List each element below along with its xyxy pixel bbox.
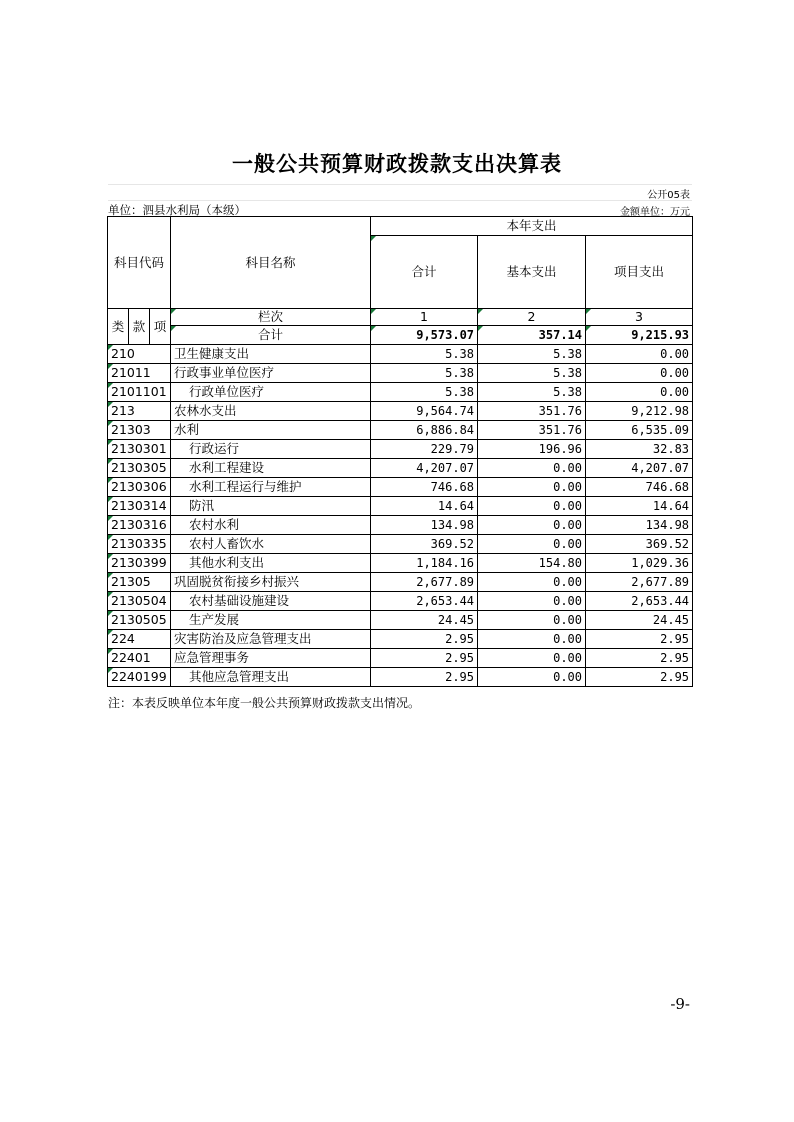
row-basic: 0.00 <box>478 592 586 611</box>
table-row <box>108 459 693 478</box>
row-name: 灾害防治及应急管理支出 <box>171 630 371 649</box>
col-number-3: 3 <box>586 309 693 326</box>
grid-line <box>108 184 692 185</box>
header-lanci: 栏次 <box>171 309 371 326</box>
row-basic: 0.00 <box>478 459 586 478</box>
row-name: 农村人畜饮水 <box>171 535 371 554</box>
row-project: 0.00 <box>586 364 693 383</box>
form-number: 公开05表 <box>647 190 690 201</box>
row-project: 0.00 <box>586 383 693 402</box>
row-total: 6,886.84 <box>371 421 478 440</box>
row-name: 农村基础设施建设 <box>171 592 371 611</box>
row-name: 行政单位医疗 <box>171 383 371 402</box>
row-code: 21011 <box>108 364 171 383</box>
row-basic: 5.38 <box>478 364 586 383</box>
row-code: 21303 <box>108 421 171 440</box>
unit-name: 单位：泗县水利局（本级） <box>108 203 246 217</box>
row-total: 5.38 <box>371 383 478 402</box>
row-name: 行政事业单位医疗 <box>171 364 371 383</box>
header-current-year: 本年支出 <box>371 217 693 236</box>
table-row <box>108 573 693 592</box>
row-total: 134.98 <box>371 516 478 535</box>
amount-unit: 金额单位：万元 <box>620 207 690 218</box>
header-basic: 基本支出 <box>478 236 586 309</box>
row-total: 5.38 <box>371 364 478 383</box>
expenditure-table <box>107 216 693 687</box>
row-code: 2130335 <box>108 535 171 554</box>
row-name: 行政运行 <box>171 440 371 459</box>
row-project: 2.95 <box>586 649 693 668</box>
table-row <box>108 592 693 611</box>
table-row <box>108 649 693 668</box>
table-row <box>108 402 693 421</box>
row-basic: 196.96 <box>478 440 586 459</box>
row-name: 生产发展 <box>171 611 371 630</box>
row-code: 2240199 <box>108 668 171 687</box>
row-basic: 0.00 <box>478 611 586 630</box>
row-total: 2.95 <box>371 668 478 687</box>
data-rows <box>108 345 693 687</box>
row-code: 2130399 <box>108 554 171 573</box>
table-row <box>108 440 693 459</box>
row-total: 229.79 <box>371 440 478 459</box>
header-project: 项目支出 <box>586 236 693 309</box>
row-basic: 0.00 <box>478 516 586 535</box>
row-code: 2130306 <box>108 478 171 497</box>
row-name: 防汛 <box>171 497 371 516</box>
row-basic: 154.80 <box>478 554 586 573</box>
row-basic: 351.76 <box>478 402 586 421</box>
table-row <box>108 535 693 554</box>
header-name: 科目名称 <box>171 217 371 309</box>
row-code: 2101101 <box>108 383 171 402</box>
row-project: 2.95 <box>586 668 693 687</box>
table-row <box>108 554 693 573</box>
row-name: 应急管理事务 <box>171 649 371 668</box>
row-basic: 0.00 <box>478 497 586 516</box>
table-row <box>108 345 693 364</box>
row-code: 2130505 <box>108 611 171 630</box>
table-note: 注：本表反映单位本年度一般公共预算财政拨款支出情况。 <box>108 696 421 710</box>
row-project: 6,535.09 <box>586 421 693 440</box>
row-code: 21305 <box>108 573 171 592</box>
row-basic: 0.00 <box>478 649 586 668</box>
row-code: 210 <box>108 345 171 364</box>
header-lei: 类 <box>108 309 129 345</box>
row-basic: 0.00 <box>478 573 586 592</box>
row-total: 2.95 <box>371 630 478 649</box>
row-project: 4,207.07 <box>586 459 693 478</box>
table-row <box>108 383 693 402</box>
row-total: 14.64 <box>371 497 478 516</box>
row-project: 1,029.36 <box>586 554 693 573</box>
header-total: 合计 <box>371 236 478 309</box>
table-row <box>108 497 693 516</box>
row-name: 其他应急管理支出 <box>171 668 371 687</box>
row-name: 其他水利支出 <box>171 554 371 573</box>
col-number-2: 2 <box>478 309 586 326</box>
row-code: 2130314 <box>108 497 171 516</box>
row-name: 水利 <box>171 421 371 440</box>
header-xiang: 项 <box>150 309 171 345</box>
total-row-basic: 357.14 <box>478 326 586 345</box>
row-project: 0.00 <box>586 345 693 364</box>
row-project: 746.68 <box>586 478 693 497</box>
row-basic: 351.76 <box>478 421 586 440</box>
row-project: 369.52 <box>586 535 693 554</box>
row-total: 2,653.44 <box>371 592 478 611</box>
header-code: 科目代码 <box>108 217 171 309</box>
page-number: -9- <box>670 995 690 1013</box>
row-project: 32.83 <box>586 440 693 459</box>
row-total: 9,564.74 <box>371 402 478 421</box>
row-name: 水利工程运行与维护 <box>171 478 371 497</box>
row-code: 2130301 <box>108 440 171 459</box>
row-basic: 0.00 <box>478 478 586 497</box>
row-total: 2,677.89 <box>371 573 478 592</box>
row-basic: 0.00 <box>478 535 586 554</box>
table-row <box>108 364 693 383</box>
row-total: 2.95 <box>371 649 478 668</box>
table-row <box>108 516 693 535</box>
row-total: 4,207.07 <box>371 459 478 478</box>
row-code: 2130305 <box>108 459 171 478</box>
row-name: 巩固脱贫衔接乡村振兴 <box>171 573 371 592</box>
row-name: 水利工程建设 <box>171 459 371 478</box>
row-project: 9,212.98 <box>586 402 693 421</box>
total-row-label: 合计 <box>171 326 371 345</box>
row-code: 2130504 <box>108 592 171 611</box>
row-basic: 0.00 <box>478 668 586 687</box>
row-code: 213 <box>108 402 171 421</box>
total-row-project: 9,215.93 <box>586 326 693 345</box>
row-project: 24.45 <box>586 611 693 630</box>
row-name: 农村水利 <box>171 516 371 535</box>
row-total: 1,184.16 <box>371 554 478 573</box>
table-row <box>108 668 693 687</box>
header-kuan: 款 <box>129 309 150 345</box>
row-name: 卫生健康支出 <box>171 345 371 364</box>
row-code: 22401 <box>108 649 171 668</box>
row-basic: 5.38 <box>478 383 586 402</box>
row-project: 134.98 <box>586 516 693 535</box>
total-row-total: 9,573.07 <box>371 326 478 345</box>
row-total: 24.45 <box>371 611 478 630</box>
row-total: 5.38 <box>371 345 478 364</box>
table-row <box>108 421 693 440</box>
row-code: 224 <box>108 630 171 649</box>
row-total: 369.52 <box>371 535 478 554</box>
unit-row <box>108 201 692 217</box>
row-total: 746.68 <box>371 478 478 497</box>
row-name: 农林水支出 <box>171 402 371 421</box>
table-row <box>108 611 693 630</box>
table-row <box>108 630 693 649</box>
row-project: 2.95 <box>586 630 693 649</box>
row-project: 2,677.89 <box>586 573 693 592</box>
row-basic: 0.00 <box>478 630 586 649</box>
row-code: 2130316 <box>108 516 171 535</box>
document-title: 一般公共预算财政拨款支出决算表 <box>232 152 562 176</box>
row-project: 2,653.44 <box>586 592 693 611</box>
row-basic: 5.38 <box>478 345 586 364</box>
row-project: 14.64 <box>586 497 693 516</box>
col-number-1: 1 <box>371 309 478 326</box>
table-row <box>108 478 693 497</box>
